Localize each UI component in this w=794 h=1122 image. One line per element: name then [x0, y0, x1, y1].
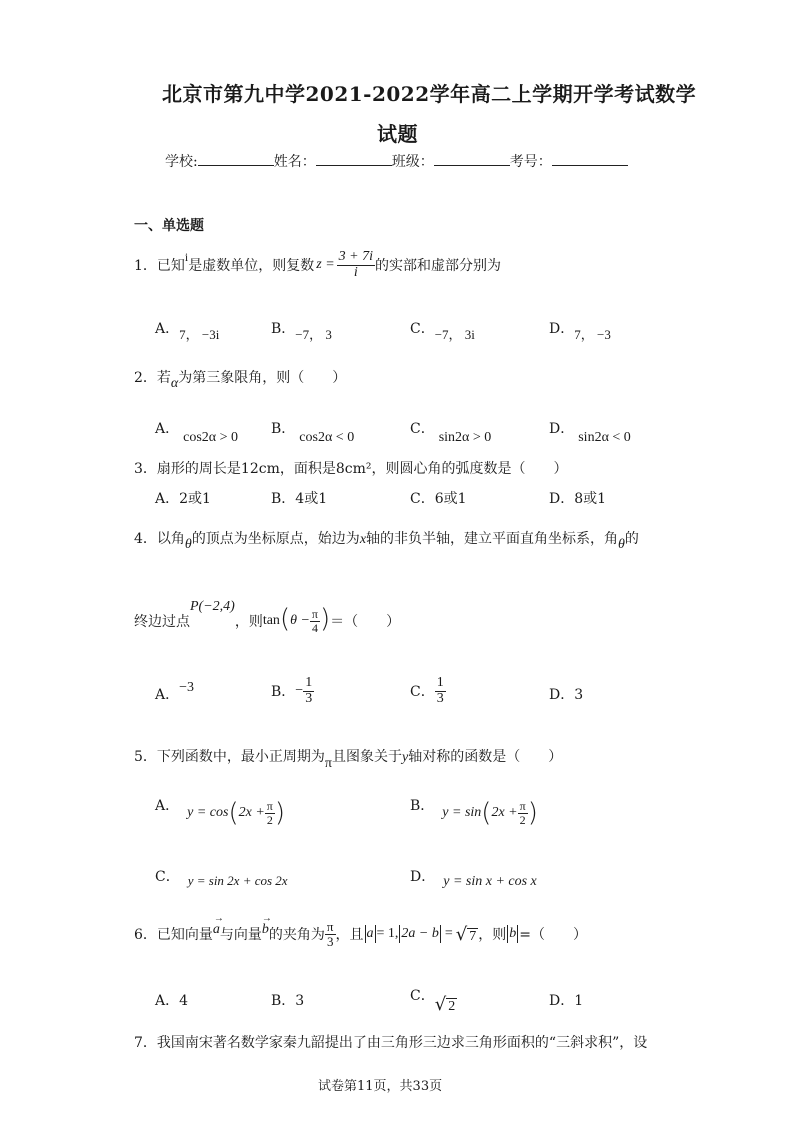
q5-text3: 轴对称的函数是（ ）	[408, 749, 563, 765]
question-3	[134, 458, 568, 478]
q6-cond1-a: a	[366, 926, 374, 942]
q6-b-letter: b	[261, 922, 269, 938]
q6-option-c[interactable]	[410, 987, 457, 1015]
q5-b-frac	[518, 800, 528, 826]
q4-text1: 以角	[156, 531, 185, 547]
q3-option-d[interactable]: D．8或1	[549, 491, 607, 507]
q1-number: 1．	[134, 258, 157, 275]
q6-b-arrow-icon: →	[261, 913, 272, 925]
q2-d-value: sin2α < 0	[578, 430, 631, 445]
q6-three: 3	[326, 933, 334, 949]
q4-lparen: (	[279, 604, 291, 635]
q2-c-value: sin2α > 0	[438, 430, 492, 445]
q1-a-value: 7， −3i	[179, 327, 220, 342]
name-label: 姓名：	[273, 154, 316, 170]
name-blank	[316, 153, 392, 166]
q4-text3: 轴的非负半轴，建立平面直角坐标系，角	[366, 531, 619, 547]
q6-c-radical-icon: √	[434, 994, 447, 1015]
q4-text7: ＝（ ）	[330, 614, 401, 631]
q3-option-a[interactable]: A．2或1	[155, 491, 211, 507]
q1-option-a[interactable]	[155, 318, 220, 342]
q6-c-value: 2	[448, 999, 456, 1014]
q4-theta-minus: θ −	[290, 613, 310, 629]
q4-b-frac	[303, 676, 314, 706]
q4-a-value: −3	[179, 680, 195, 695]
q6-sqrt7-radical-icon: √	[455, 923, 468, 945]
page-footer: 试卷第11页，共33页	[318, 1079, 443, 1094]
q6-text3: 的夹角为	[268, 927, 325, 944]
q6-b-abs: b	[509, 926, 517, 942]
school-blank	[198, 153, 274, 166]
q6-option-d[interactable]: D．1	[549, 993, 584, 1009]
q6-pi-over-3	[325, 920, 336, 948]
q6-cond2-eq: =	[444, 926, 453, 942]
school-label: 学校:	[165, 154, 198, 170]
q1-frac-num: 3 + 7i	[338, 249, 374, 264]
q4-text6: ，则	[234, 614, 263, 631]
q2-b-value: cos2α < 0	[299, 430, 355, 445]
q2-text2: 为第三象限角，则（ ）	[178, 370, 347, 386]
q2-option-c[interactable]	[410, 418, 492, 445]
q2-c-label: C．	[410, 421, 435, 437]
q4-theta: θ	[184, 537, 192, 552]
q4-text5: 终边过点	[134, 614, 190, 631]
q6-a-letter: a	[212, 922, 220, 938]
q2-number: 2．	[134, 370, 157, 386]
q4-x: x	[359, 532, 367, 547]
q5-b-rparen: )	[527, 798, 538, 829]
q5-b-pi: π	[519, 799, 526, 813]
q5-b-prefix: y = sin	[442, 805, 482, 821]
q1-option-b[interactable]	[271, 318, 332, 342]
q6-abs-bar	[365, 925, 366, 943]
q1-b-label: B．	[271, 321, 296, 337]
q1-frac-den: i	[353, 264, 358, 280]
q1-c-value: −7， 3i	[434, 327, 475, 342]
question-5	[134, 746, 563, 771]
q5-c-label: C．	[155, 869, 180, 885]
id-blank	[552, 153, 628, 166]
q2-option-d[interactable]	[549, 418, 631, 445]
q6-text6: =（ ）	[519, 927, 587, 944]
class-blank	[434, 153, 510, 166]
q3-text: 扇形的周长是12cm，面积是8cm²，则圆心角的弧度数是（ ）	[156, 461, 568, 477]
q6-abs-bar	[507, 925, 508, 943]
q6-vector-b	[261, 913, 272, 938]
q6-a-arrow-icon: →	[213, 913, 224, 925]
q5-a-pi: π	[266, 799, 273, 813]
q4-rparen: )	[319, 604, 331, 635]
q5-a-two: 2	[266, 812, 273, 827]
q6-number: 6．	[134, 927, 157, 944]
q4-pi: π	[311, 607, 318, 621]
q4-a-label: A．	[155, 687, 180, 703]
student-info-line	[165, 151, 628, 171]
q1-text1: 已知	[156, 258, 185, 275]
q5-text1: 下列函数中，最小正周期为	[156, 749, 325, 765]
q5-y: y	[402, 750, 409, 765]
q4-four: 4	[311, 620, 318, 635]
q5-option-b[interactable]	[410, 798, 538, 829]
q6-text2: 与向量	[219, 927, 262, 944]
q4-option-b[interactable]	[271, 676, 314, 706]
q5-a-prefix: y = cos	[187, 805, 229, 821]
q4-c-num: 1	[436, 675, 444, 690]
q1-option-d[interactable]	[549, 318, 611, 342]
q4-c-frac	[435, 676, 446, 706]
q6-abs-bar	[399, 925, 400, 943]
q1-imag-unit: i	[184, 249, 189, 264]
q2-option-a[interactable]	[155, 418, 239, 445]
q5-text2: 且图象关于	[332, 749, 402, 765]
q6-sqrt7-value: 7	[469, 928, 477, 944]
q2-b-label: B．	[271, 421, 296, 437]
q2-option-b[interactable]	[271, 418, 355, 445]
q4-theta2: θ	[618, 537, 625, 552]
q3-number: 3．	[134, 461, 157, 477]
q6-abs-bar	[375, 925, 376, 943]
q6-text1: 已知向量	[156, 927, 213, 944]
q1-z: z =	[316, 257, 335, 273]
question-1	[134, 250, 501, 280]
q5-option-c[interactable]	[155, 866, 288, 886]
q4-option-d[interactable]: D．3	[549, 687, 584, 703]
q6-text4: ，且	[335, 927, 364, 944]
section-heading: 一、单选题	[134, 218, 204, 234]
q3-option-b[interactable]: B．4或1	[271, 491, 328, 507]
q6-text5: ，则	[478, 927, 507, 944]
q6-pi: π	[326, 919, 334, 934]
q5-b-lparen: (	[481, 798, 492, 829]
q4-b-num: 1	[305, 675, 313, 690]
q2-d-label: D．	[549, 421, 575, 437]
q5-d-label: D．	[410, 869, 436, 885]
q5-option-a[interactable]	[155, 798, 285, 829]
q5-a-frac	[265, 800, 275, 826]
q5-a-lparen: (	[228, 798, 239, 829]
q5-pi: π	[324, 756, 332, 771]
q3-option-c[interactable]: C．6或1	[410, 491, 467, 507]
q4-option-a[interactable]	[155, 676, 195, 703]
question-4-line2	[134, 599, 401, 635]
q7-number: 7．	[134, 1035, 157, 1051]
q5-c-value: y = sin 2x + cos 2x	[187, 873, 288, 888]
q7-text: 我国南宋著名数学家秦九韶提出了由三角形三边求三角形面积的“三斜求积”，设	[156, 1035, 648, 1051]
q6-option-b[interactable]: B．3	[271, 993, 305, 1009]
q6-sqrt7	[456, 924, 478, 945]
q5-b-label: B．	[410, 798, 435, 815]
q1-d-value: 7， −3	[574, 327, 611, 342]
q6-option-a[interactable]: A．4	[155, 993, 189, 1009]
exam-title-line2: 试题	[377, 122, 418, 146]
q1-fraction	[337, 250, 375, 280]
q4-b-label: B．	[271, 684, 296, 701]
q6-c-sqrt	[435, 994, 457, 1015]
question-2	[134, 367, 347, 391]
exam-title-line1: 北京市第九中学2021-2022学年高二上学期开学考试数学	[162, 82, 697, 106]
q4-c-den: 3	[436, 690, 444, 706]
q1-d-label: D．	[549, 321, 575, 337]
q4-c-label: C．	[410, 684, 435, 701]
q5-b-inner: 2x +	[491, 805, 518, 821]
q6-vector-a	[212, 913, 224, 938]
q4-text4: 的	[624, 531, 639, 547]
class-label: 班级：	[391, 154, 434, 170]
q4-number: 4．	[134, 531, 157, 547]
question-6	[134, 913, 587, 949]
q1-a-label: A．	[155, 321, 180, 337]
q1-c-label: C．	[410, 321, 435, 337]
q4-tan: tan	[262, 613, 280, 629]
q5-d-value: y = sin x + cos x	[443, 874, 537, 889]
q1-text2: 是虚数单位，则复数	[188, 258, 315, 275]
q6-cond1-eq: = 1,	[376, 926, 399, 942]
q4-option-c[interactable]	[410, 676, 446, 706]
q2-a-label: A．	[155, 421, 180, 437]
id-label: 考号：	[509, 154, 552, 170]
q1-b-value: −7， 3	[295, 327, 332, 342]
q6-c-label: C．	[410, 987, 435, 1004]
q4-b-den: 3	[305, 690, 313, 706]
q2-alpha: α	[170, 376, 179, 391]
q1-option-c[interactable]	[410, 318, 475, 342]
q6-abs-bar	[517, 925, 518, 943]
q1-text3: 的实部和虚部分别为	[375, 258, 502, 275]
q5-option-d[interactable]	[410, 866, 537, 889]
q5-b-two: 2	[519, 812, 526, 827]
question-4-line1	[134, 528, 639, 552]
q5-a-rparen: )	[274, 798, 285, 829]
q5-a-inner: 2x +	[238, 805, 265, 821]
question-7	[134, 1032, 647, 1052]
q6-abs-bar	[440, 925, 441, 943]
q5-a-label: A．	[155, 798, 180, 815]
q4-b-sign: −	[295, 683, 304, 699]
q4-point: P(−2,4)	[190, 599, 235, 615]
q2-text1: 若	[156, 370, 171, 386]
q4-pi-over-4	[310, 608, 320, 634]
q5-number: 5．	[134, 749, 157, 765]
q4-text2: 的顶点为坐标原点，始边为	[191, 531, 360, 547]
q6-cond2-expr: 2a − b	[401, 926, 439, 942]
q2-a-value: cos2α > 0	[183, 430, 239, 445]
